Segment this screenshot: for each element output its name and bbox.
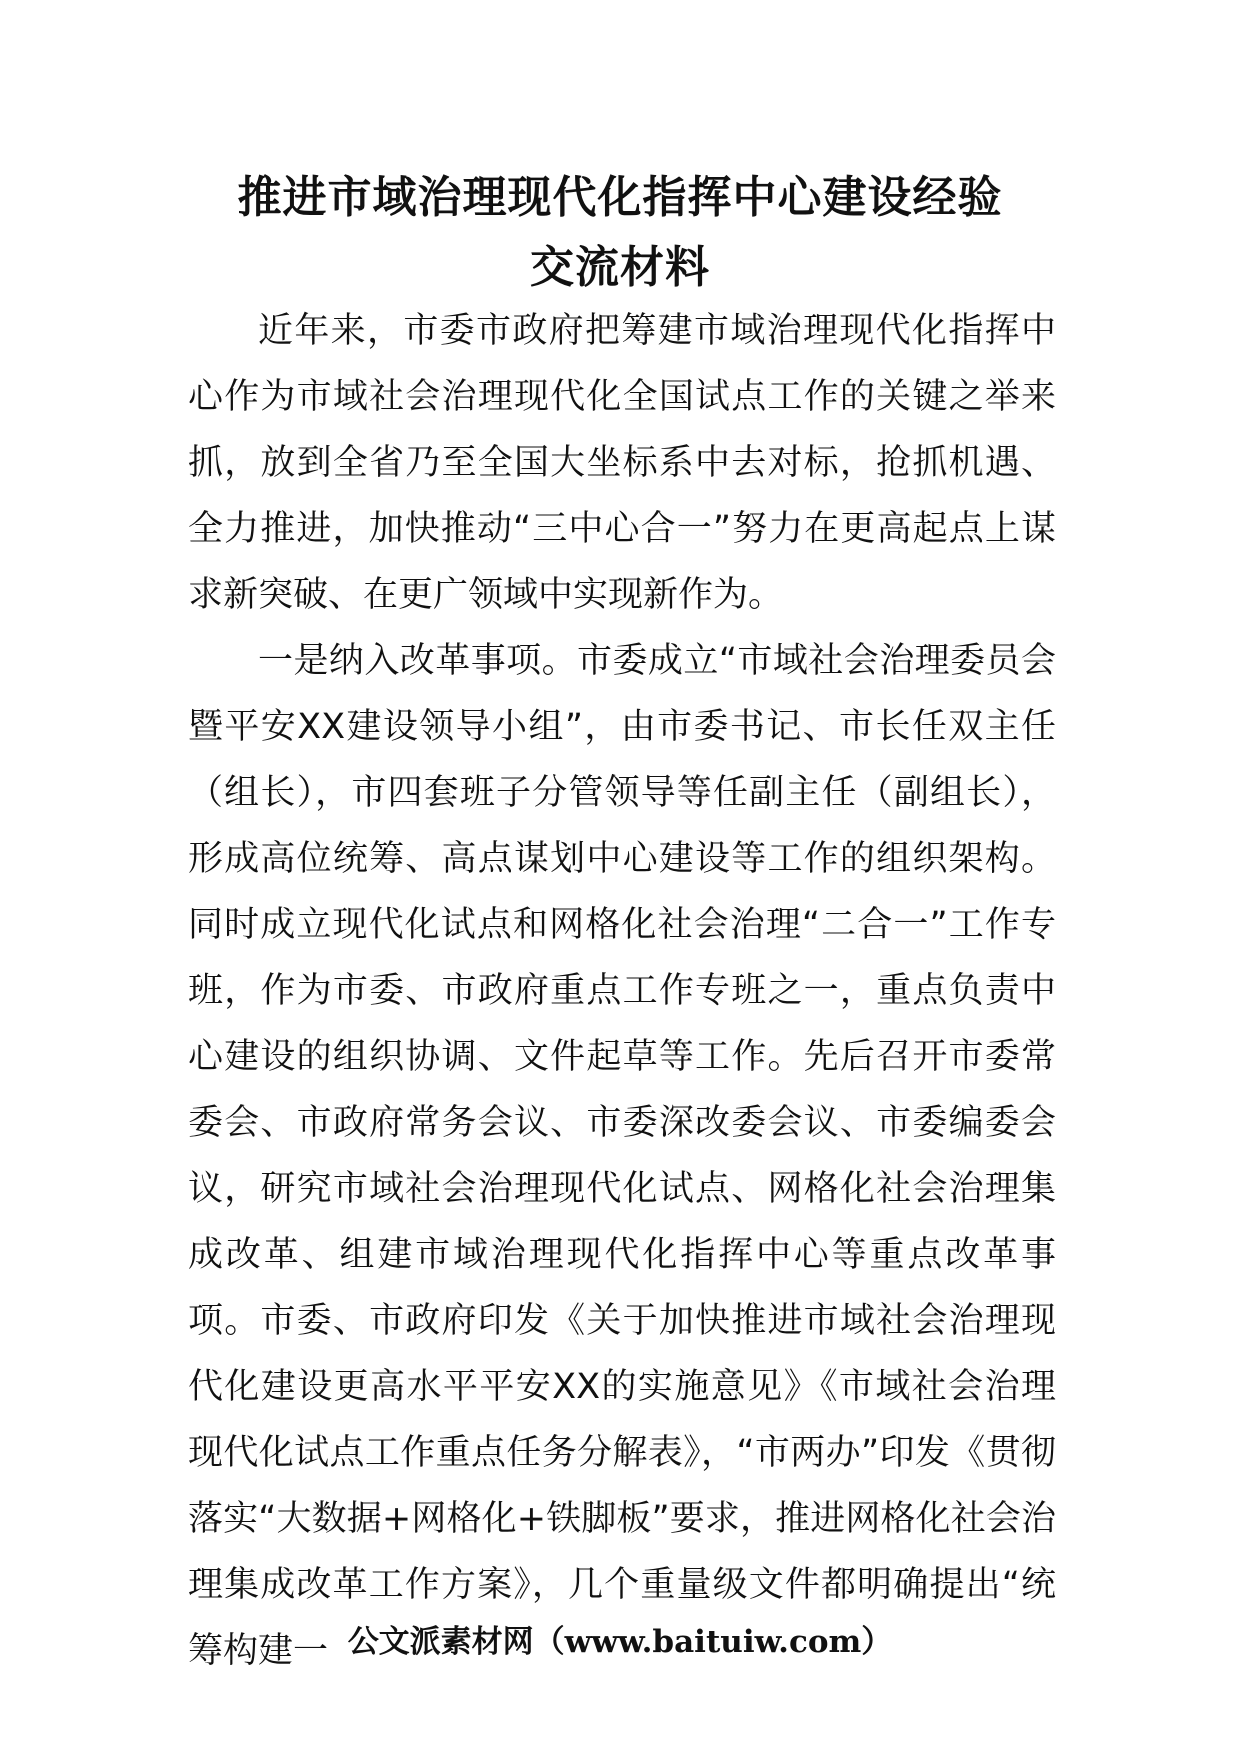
footer-watermark: 公文派素材网（www.baituiw.com） xyxy=(347,1624,893,1660)
document-body xyxy=(188,298,1056,1684)
document-title-line-1: 推进市域治理现代化指挥中心建设经验 xyxy=(237,172,1003,223)
document-title-line-2: 交流材料 xyxy=(530,242,710,293)
paragraph-reform-items: 一是纳入改革事项。市委成立“市域社会治理委员会暨平安XX建设领导小组”，由市委书记、市长任双主任（组长），市四套班子分管领导等任副主任（副组长），形成高位统筹、高点谋划中心建设等工作的组织架构。同时成立现代化试点和网格化社会治理“二合一”工作专班，作为市委、市政府重点工作专班之一，重点负责中心建设的组织协调、文件起草等工作。先后召开市委常委会、市政府常务会议、市委深改委会议、市委编委会议，研究市域社会治理现代化试点、网格化社会治理集成改革、组建市域治理现代化指挥中心等重点改革事项。市委、市政府印发《关于加快推进市域社会治理现代化建设更高水平平安XX的实施意见》《市域社会治理现代化试点工作重点任务分解表》，“市两办”印发《贯彻落实“大数据+网格化+铁脚板”要求，推进网格化社会治理集成改革工作方案》，几个重量级文件都明确提出“统筹构建一 xyxy=(188,641,1056,1671)
paragraph-intro: 近年来，市委市政府把筹建市域治理现代化指挥中心作为市域社会治理现代化全国试点工作的关键之举来抓，放到全省乃至全国大坐标系中去对标，抢抓机遇、全力推进，加快推动“三中心合一”努力在更高起点上谋求新突破、在更广领域中实现新作为。 xyxy=(188,311,1056,615)
